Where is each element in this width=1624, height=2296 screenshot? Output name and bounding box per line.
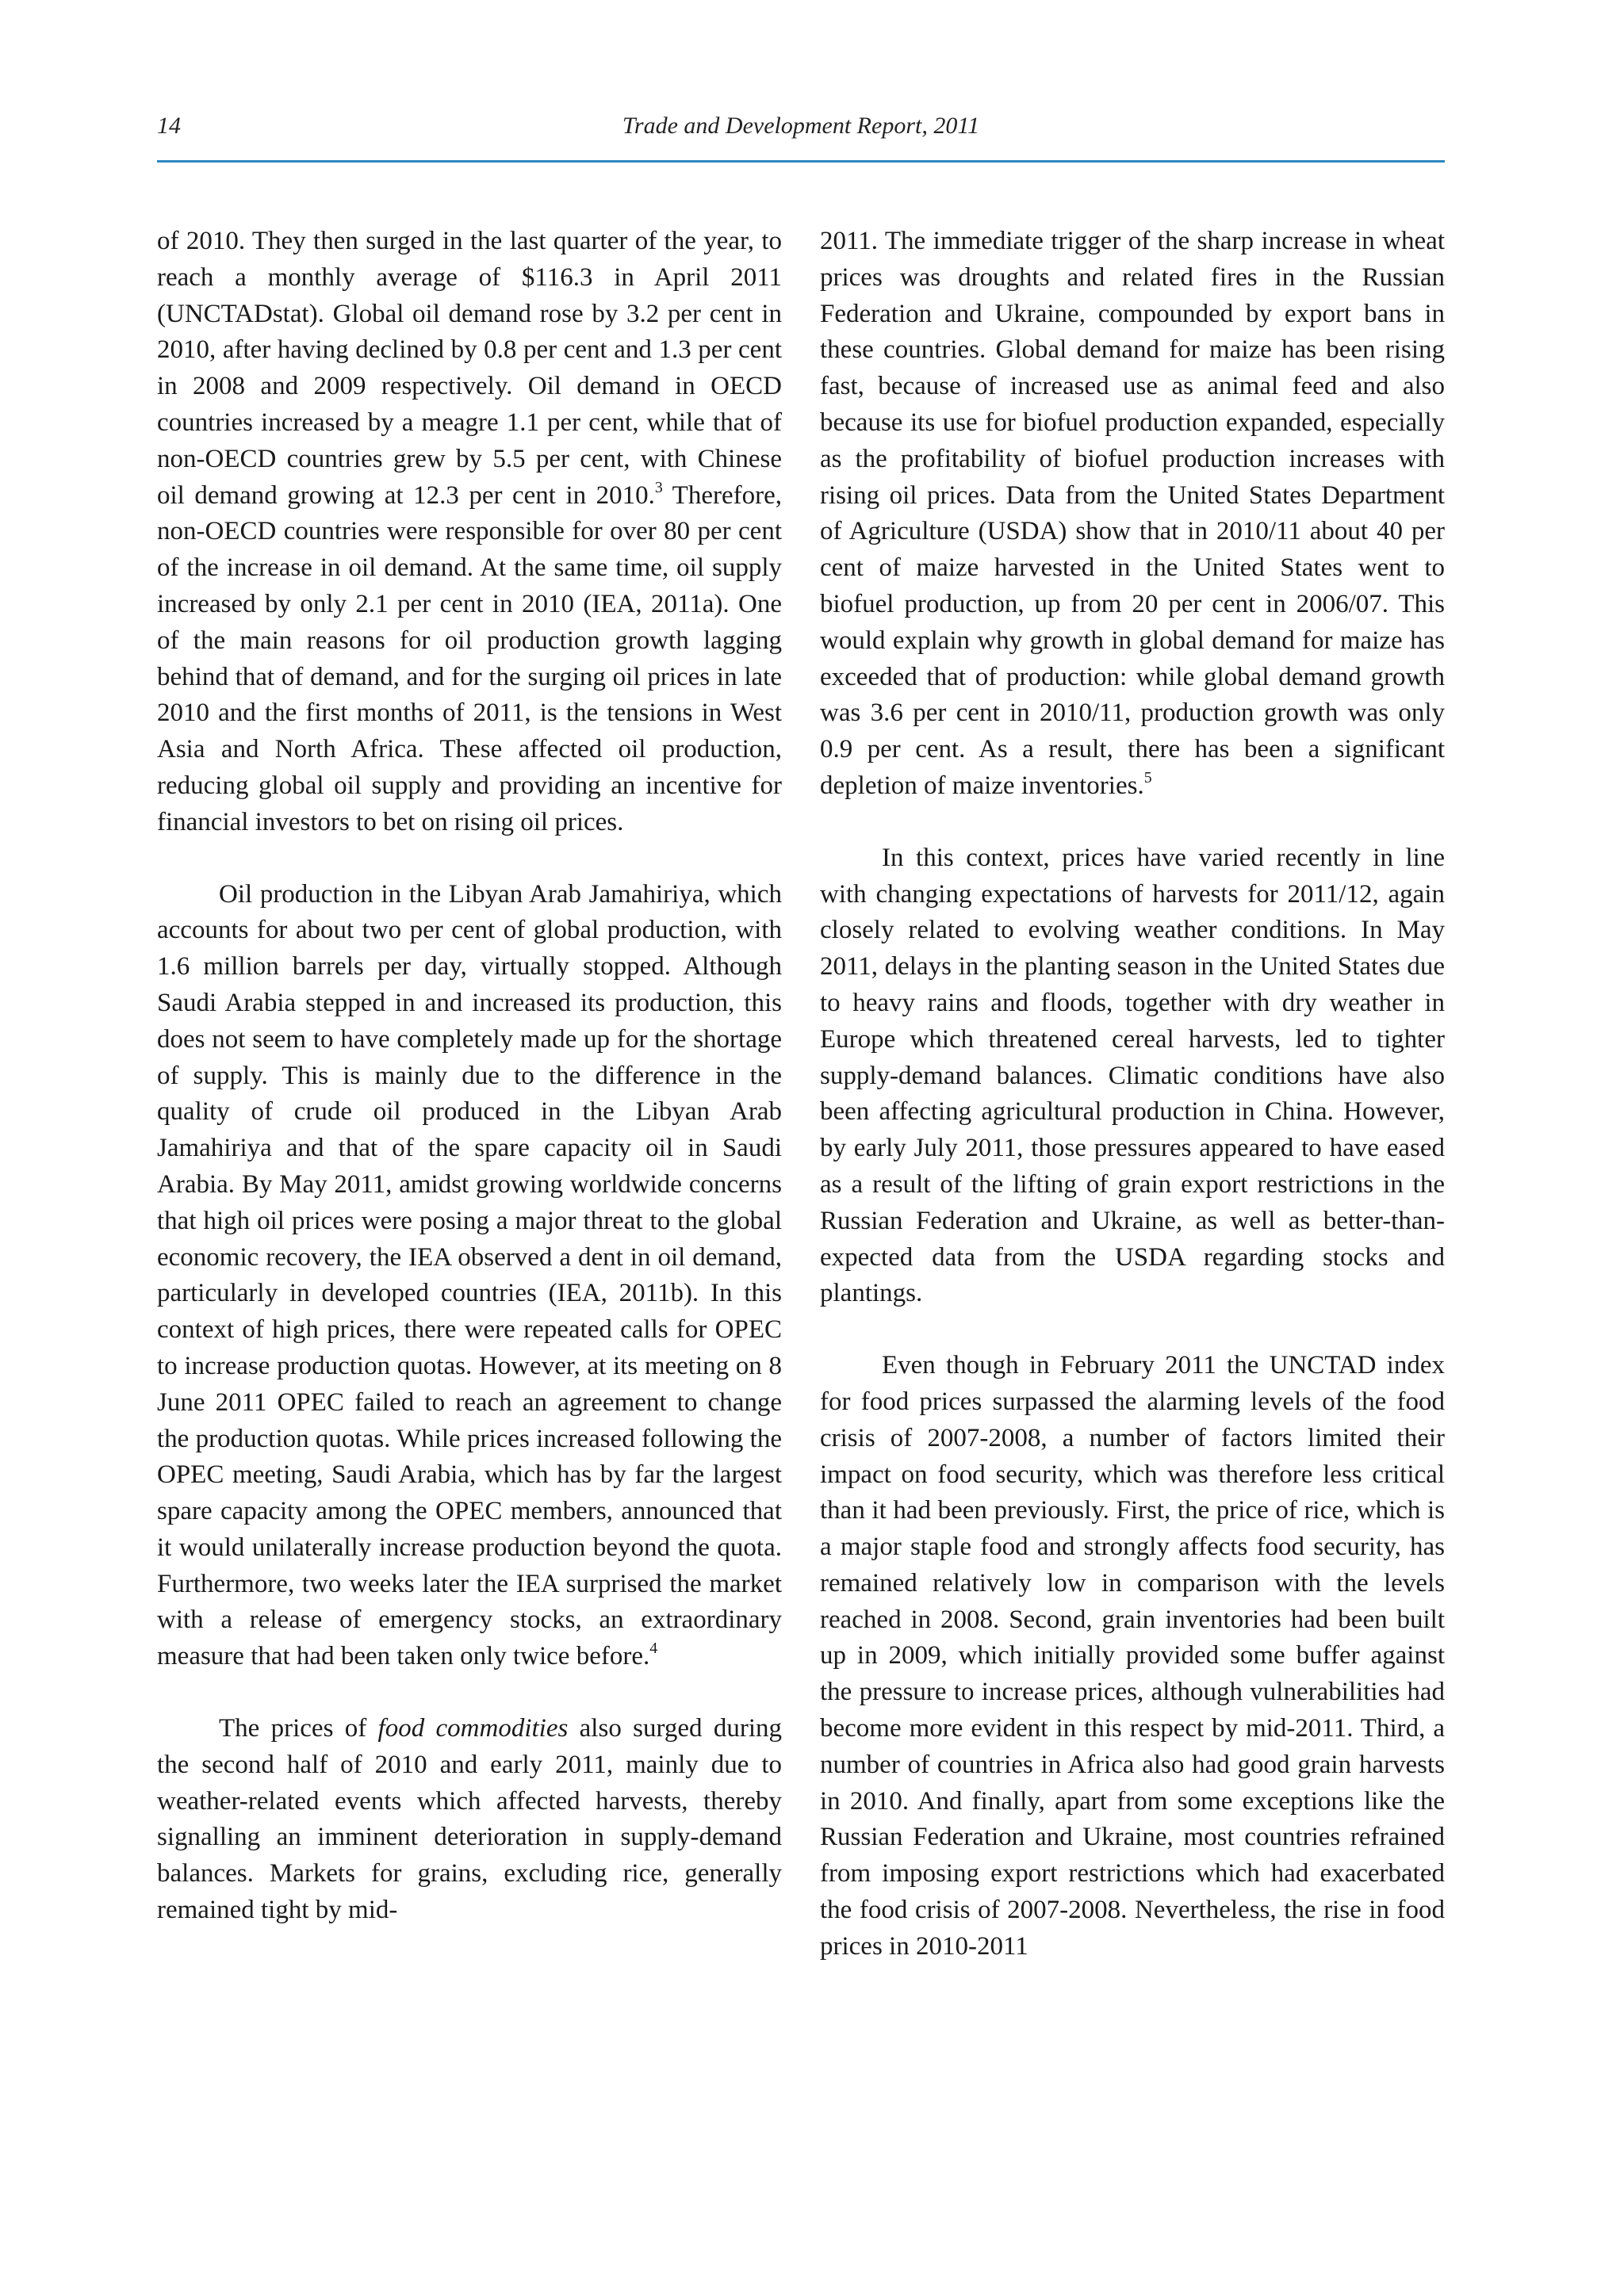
footnote-ref[interactable]: 3 xyxy=(654,478,663,496)
right-column xyxy=(820,224,1445,1965)
paragraph: 2011. The immediate trigger of the sharp increase in wheat prices was droughts and related fires in the Russian Federation and Ukraine, compounded by export bans in these countries. Global demand for maize has been rising fast, because of increased use as animal feed and also because its use for biofuel production expanded, especially as the profitability of biofuel production increases with rising oil prices. Data from the United States Department of Agriculture (USDA) show that in 2010/11 about 40 per cent of maize harvested in the United States went to biofuel production, up from 20 per cent in 2006/07. This would explain why growth in global demand for maize has exceeded that of production: while global demand growth was 3.6 per cent in 2010/11, production growth was only 0.9 per cent. As a result, there has been a significant depletion of maize inventories.$^5$ xyxy=(820,227,1445,800)
emphasis: food commodities xyxy=(377,1714,569,1743)
paragraph: Oil production in the Libyan Arab Jamahiriya, which accounts for about two per cent of global production, with 1.6 million barrels per day, virtually stopped. Although Saudi Arabia stepped in and increased its production, this does not seem to have completely made up for the shortage of supply. This is mainly due to the difference in the quality of crude oil produced in the Libyan Arab Jamahiriya and that of the spare capacity oil in Saudi Arabia. By May 2011, amidst growing worldwide concerns that high oil prices were posing a major threat to the global economic recovery, the IEA observed a dent in oil demand, particularly in developed countries (IEA, 2011b). In this context of high prices, there were repeated calls for OPEC to increase production quotas. However, at its meeting on 8 June 2011 OPEC failed to reach an agreement to change the production quotas. While prices increased following the OPEC meeting, Saudi Arabia, which has by far the largest spare capacity among the OPEC members, announced that it would unilaterally increase production beyond the quota. Furthermore, two weeks later the IEA surprised the market with a release of emergency stocks, an extraordinary measure that had been taken only twice before.$^4$ xyxy=(157,879,782,1671)
header-rule xyxy=(157,160,1445,163)
paragraph: of 2010. They then surged in the last quarter of the year, to reach a monthly average of $116.3 in April 2011 (UNCTADstat). Global oil demand rose by 3.2 per cent in 2010, after having declined by 0.8 per cent and 1.3 per cent in 2008 and 2009 respectively. Oil demand in OECD countries increased by a meagre 1.1 per cent, while that of non-OECD countries grew by 5.5 per cent, with Chinese oil demand growing at 12.3 per cent in 2010.$^3$ Therefore, non-OECD countries were responsible for over 80 per cent of the increase in oil demand. At the same time, oil supply increased by only 2.1 per cent in 2010 (IEA, 2011a). One of the main reasons for oil production growth lagging behind that of demand, and for the surging oil prices in late 2010 and the first months of 2011, is the tensions in West Asia and North Africa. These affected oil production, reducing global oil supply and providing an incentive for financial investors to bet on rising oil prices. xyxy=(157,227,782,836)
paragraph: Even though in February 2011 the UNCTAD index for food prices surpassed the alarming levels of the food crisis of 2007-2008, a number of factors limited their impact on food security, which was therefore less critical than it had been previously. First, the price of rice, which is a major staple food and strongly affects food security, has remained relatively low in comparison with the levels reached in 2008. Second, grain inventories had been built up in 2009, which initially provided some buffer against the pressure to increase prices, although vulnerabilities had become more evident in this respect by mid-2011. Third, a number of countries in Africa also had good grain harvests in 2010. And finally, apart from some exceptions like the Russian Federation and Ukraine, most countries refrained from imposing export restrictions which had exacerbated the food crisis of 2007-2008. Nevertheless, the rise in food prices in 2010-2011 xyxy=(820,1351,1445,1961)
footnote-ref[interactable]: 4 xyxy=(649,1640,658,1658)
paragraph: The prices of food commodities also surged during the second half of 2010 and early 2011, mainly due to weather-related events which affected harvests, thereby signalling an imminent deterioration in supply-demand balances. Markets for grains, excluding rice, generally remained tight by mid- xyxy=(157,1714,782,1925)
left-column xyxy=(157,224,782,1929)
footnote-ref[interactable]: 5 xyxy=(1143,769,1152,787)
page-number: 14 xyxy=(157,113,181,139)
page-header xyxy=(157,113,1445,149)
running-title: Trade and Development Report, 2011 xyxy=(622,113,980,139)
paragraph: In this context, prices have varied recently in line with changing expectations of harvests for 2011/12, again closely related to evolving weather conditions. In May 2011, delays in the planting season in the United States due to heavy rains and floods, together with dry weather in Europe which threatened cereal harvests, led to tighter supply-demand balances. Climatic conditions have also been affecting agricultural production in China. However, by early July 2011, those pressures appeared to have eased as a result of the lifting of grain export restrictions in the Russian Federation and Ukraine, as well as better-than-expected data from the USDA regarding stocks and plantings. xyxy=(820,843,1445,1308)
